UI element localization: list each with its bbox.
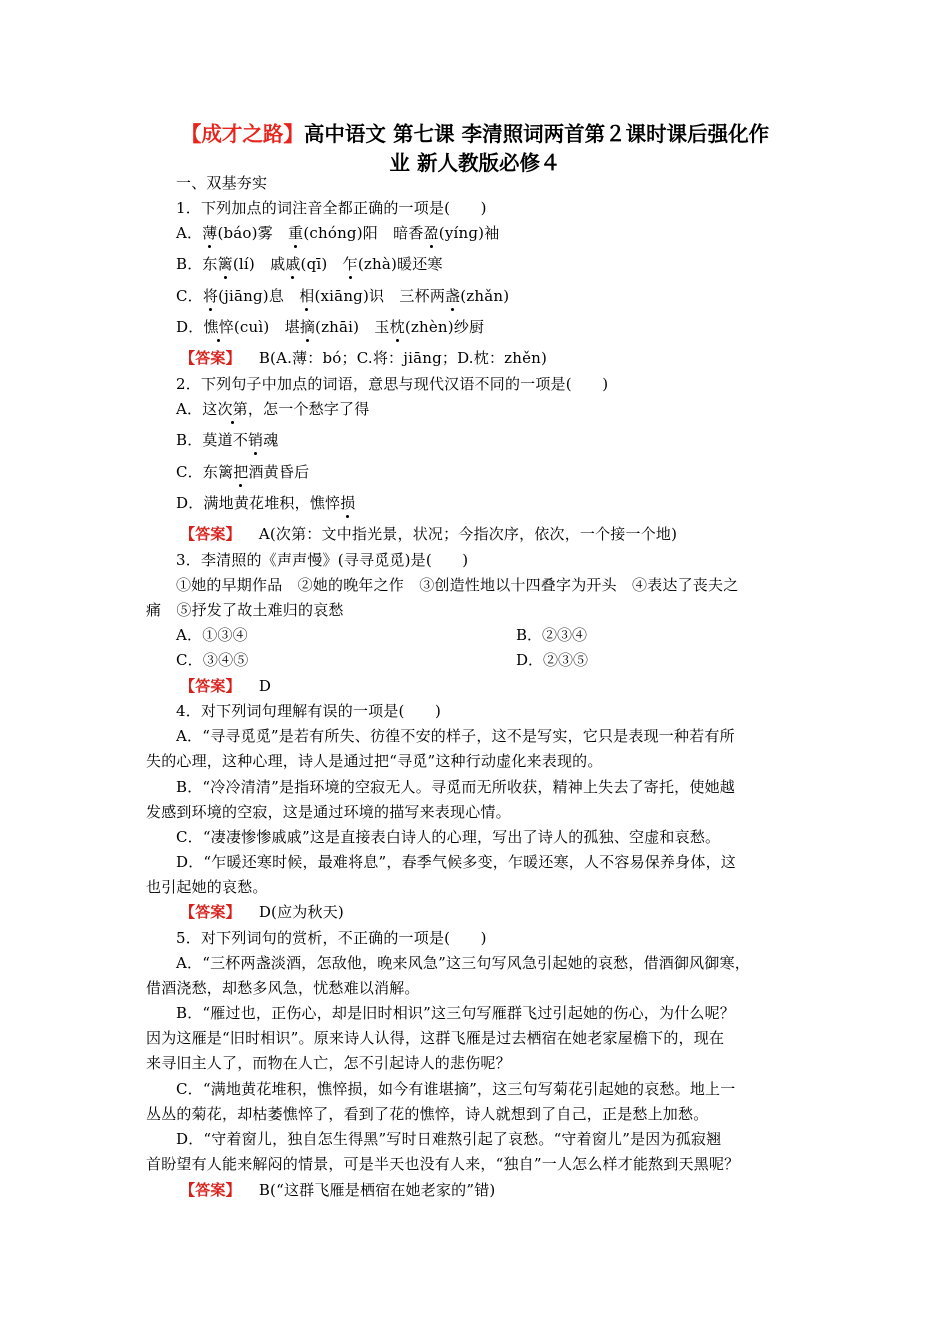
q1-b-text: B．东 [176, 255, 218, 273]
q1-a-text: (yínɡ)袖 [438, 224, 500, 242]
q5-option-a-line1: A．“三杯两盏淡酒，怎敌他，晚来风急”这三句写风急引起她的哀愁，借酒御风御寒， [176, 954, 750, 972]
title-bracket: 【成才之路】 [180, 122, 304, 146]
q2-b-dotted: 销 [248, 431, 264, 449]
answer-text: D [258, 677, 272, 695]
q4-option-d-line1: D．“乍暖还寒时候，最难将息”，春季气候多变，乍暖还寒，人不容易保养身体，这 [176, 853, 736, 871]
q1-option-a [176, 223, 499, 243]
q5-option-c-line2: 丛丛的菊花，却枯萎憔悴了，看到了花的憔悴，诗人就想到了自己，正是愁上加愁。 [146, 1105, 709, 1123]
q1-a-dotted: 重 [288, 224, 304, 242]
q2-stem: 2．下列句子中加点的词语，意思与现代汉语不同的一项是( ) [176, 375, 609, 393]
answer-text: B(A.薄：bó；C.将：jiāng；D.枕：zhěn) [258, 349, 548, 367]
q5-option-d-line2: 首盼望有人能来解闷的情景，可是半天也没有人来，“独自”一人怎么样才能熬到天黑呢？ [146, 1155, 740, 1173]
q4-option-d-line2: 也引起她的哀愁。 [146, 878, 268, 896]
q5-option-a-line2: 借酒浇愁，却愁多风急，忧愁难以消解。 [146, 979, 420, 997]
q1-d-text: (zhèn)纱厨 [404, 318, 485, 336]
answer-label: 【答案】 [180, 349, 241, 367]
q5-stem: 5．对下列词句的赏析，不正确的一项是( ) [176, 929, 487, 947]
q1-a-text: (báo)雾 [217, 224, 289, 242]
q2-d-text: D．满地黄花堆积，憔悴 [176, 494, 341, 512]
q1-d-dotted: 枕 [389, 318, 405, 336]
q3-answer [180, 676, 271, 696]
q1-b-dotted: 篱 [217, 255, 233, 273]
q1-b-text: (zhà)暖还寒 [357, 255, 443, 273]
q2-answer [180, 524, 677, 544]
q3-option-d: D．②③⑤ [516, 651, 589, 669]
q2-option-a [176, 399, 369, 419]
q4-option-c: C．“凄凄惨惨戚戚”这是直接表白诗人的心理，写出了诗人的孤独、空虚和哀愁。 [176, 828, 721, 846]
q5-option-b-line1: B．“雁过也，正伤心，却是旧时相识”这三句写雁群飞过引起她的伤心，为什么呢？ [176, 1004, 735, 1022]
answer-label: 【答案】 [180, 1181, 241, 1199]
q1-c-text: (jiānɡ)息 [218, 287, 300, 305]
q1-b-dotted: 戚 [285, 255, 301, 273]
q4-option-a-line1: A．“寻寻觅觅”是若有所失、彷徨不安的样子，这不是写实，它只是表现一种若有所 [176, 727, 735, 745]
q1-stem: 1．下列加点的词注音全都正确的一项是( ) [176, 199, 487, 217]
q1-c-text: C． [176, 287, 203, 305]
q2-a-text: A．这 [176, 400, 218, 418]
q3-option-b: B．②③④ [516, 626, 588, 644]
title-line1: 高中语文 第七课 李清照词两首第２课时课后强化作 [303, 122, 770, 146]
q2-b-text: B．莫道不 [176, 431, 249, 449]
q1-option-b [176, 254, 443, 274]
q1-b-text: (qī) [300, 255, 343, 273]
q3-option-c: C．③④⑤ [176, 651, 249, 669]
q1-c-dotted: 盏 [445, 287, 461, 305]
document-title [60, 120, 890, 178]
q2-b-text: 魂 [263, 431, 279, 449]
answer-text: B(“这群飞雁是栖宿在她老家的”错) [258, 1181, 496, 1199]
answer-text: D(应为秋天) [258, 903, 344, 921]
q1-option-d [176, 317, 484, 337]
q3-statements-line1: ①她的早期作品 ②她的晚年之作 ③创造性地以十四叠字为开头 ④表达了丧夫之 [176, 576, 739, 594]
q2-c-text: C．东篱 [176, 463, 234, 481]
q1-c-text: (zhǎn) [460, 287, 510, 305]
answer-label: 【答案】 [180, 903, 241, 921]
q3-stem: 3．李清照的《声声慢》(寻寻觅觅)是( ) [176, 551, 469, 569]
q2-option-c [176, 462, 309, 482]
title-line2: 业 新人教版必修４ [389, 151, 561, 175]
q1-answer [180, 348, 547, 368]
q4-option-a-line2: 失的心理，这种心理，诗人是通过把“寻觅”这种行动虚化来表现的。 [146, 752, 603, 770]
q2-option-d [176, 493, 355, 513]
answer-label: 【答案】 [180, 525, 241, 543]
q1-c-dotted: 相 [299, 287, 315, 305]
q1-d-text: (cuì) 堪 [233, 318, 300, 336]
q1-a-dotted: 盈 [423, 224, 439, 242]
q1-c-dotted: 将 [202, 287, 219, 305]
section-heading: 一、双基夯实 [176, 174, 268, 192]
answer-label: 【答案】 [180, 677, 241, 695]
q1-a-dotted: 薄 [202, 224, 218, 242]
q3-option-a: A．①③④ [176, 626, 248, 644]
q1-d-text: (zhāi) 玉 [315, 318, 390, 336]
q4-answer [180, 902, 344, 922]
q4-stem: 4．对下列词句理解有误的一项是( ) [176, 702, 442, 720]
q5-option-b-line3: 来寻旧主人了，而物在人亡，怎不引起诗人的悲伤呢？ [146, 1054, 511, 1072]
q2-c-text: 酒黄昏后 [248, 463, 310, 481]
q2-option-b [176, 430, 278, 450]
q2-c-dotted: 把 [233, 463, 249, 481]
q5-option-b-line2: 因为这雁是“旧时相识”。原来诗人认得，这群飞雁是过去栖宿在她老家屋檐下的，现在 [146, 1029, 725, 1047]
q1-c-text: (xiānɡ)识 三杯两 [314, 287, 446, 305]
answer-text: A(次第：文中指光景，状况；今指次序，依次，一个接一个地) [258, 525, 678, 543]
q4-option-b-line1: B．“冷冷清清”是指环境的空寂无人。寻觅而无所收获，精神上失去了寄托，使她越 [176, 778, 735, 796]
q1-b-dotted: 乍 [342, 255, 358, 273]
q1-option-c [176, 286, 509, 306]
q2-d-dotted: 损 [340, 494, 356, 512]
q2-a-text: ，怎一个愁字了得 [247, 400, 370, 418]
q1-d-dotted: 憔悴 [203, 318, 234, 336]
q1-d-dotted: 摘 [299, 318, 316, 336]
q1-d-text: D． [176, 318, 204, 336]
q5-answer [180, 1180, 495, 1200]
q3-statements-line2: 痛 ⑤抒发了故土难归的哀愁 [146, 601, 344, 619]
q5-option-c-line1: C．“满地黄花堆积，憔悴损，如今有谁堪摘”，这三句写菊花引起她的哀愁。地上一 [176, 1080, 736, 1098]
q1-a-text: A． [176, 224, 203, 242]
q1-a-text: (chóng)阳 暗香 [303, 224, 424, 242]
q4-option-b-line2: 发感到环境的空寂，这是通过环境的描写来表现心情。 [146, 803, 511, 821]
q5-option-d-line1: D．“守着窗儿，独自怎生得黑”写时日难熬引起了哀愁。“守着窗儿”是因为孤寂翘 [176, 1130, 722, 1148]
q2-a-dotted: 次第 [217, 400, 248, 418]
q1-b-text: (lí) 戚 [232, 255, 286, 273]
